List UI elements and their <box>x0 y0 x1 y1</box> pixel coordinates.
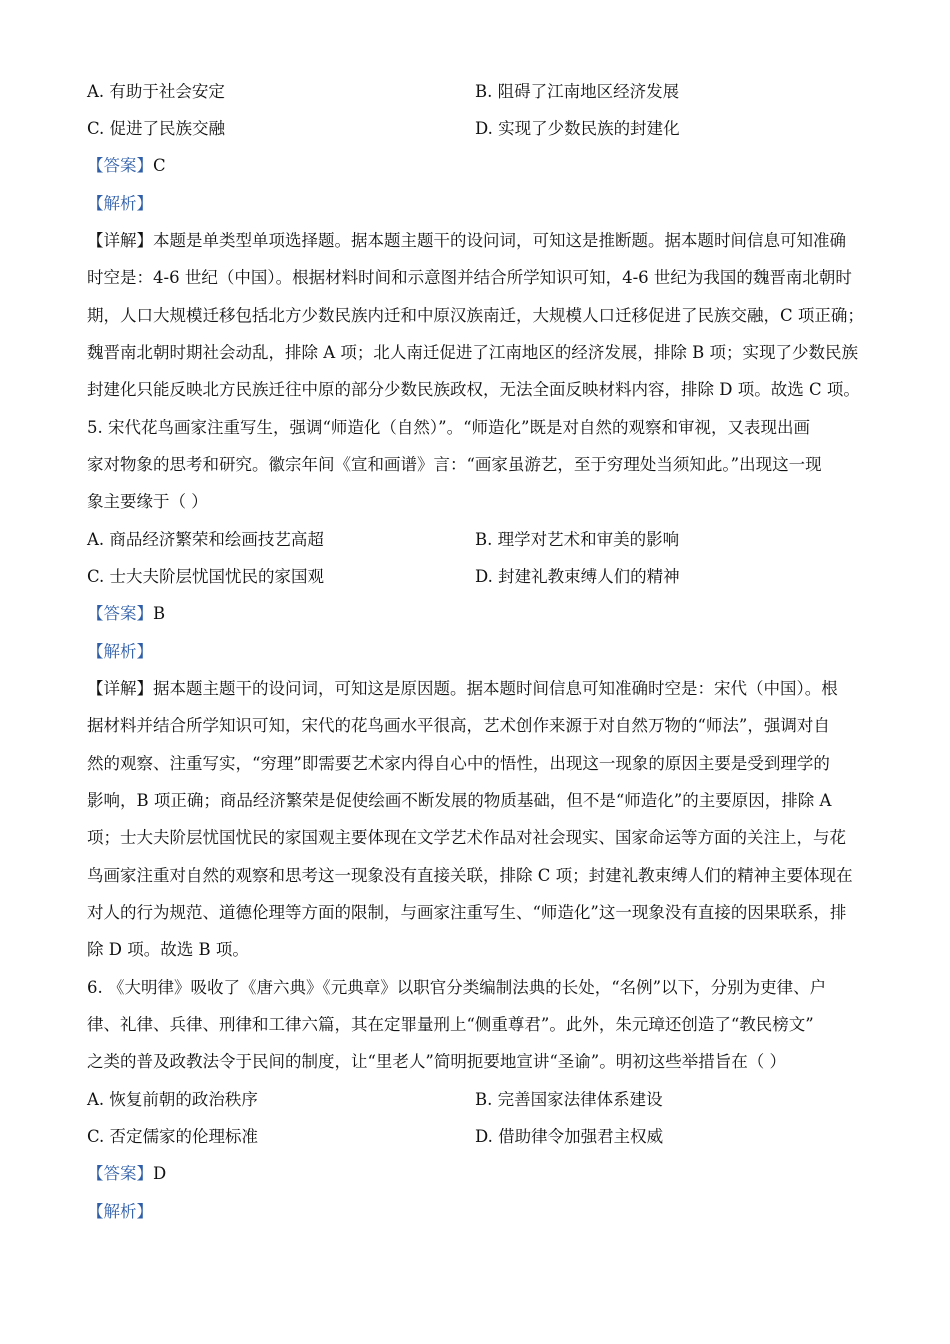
q5-detail-line <box>87 677 838 701</box>
detail-tag: 【详解】 <box>87 679 153 698</box>
q5-analysis-tag <box>87 640 153 664</box>
detail-tag: 【详解】 <box>87 231 153 250</box>
q5-stem-line: 5. 宋代花鸟画家注重写生，强调“师造化（自然）”。“师造化”既是对自然的观察和审视，又表现出画 <box>87 418 810 437</box>
q4-answer <box>87 154 166 178</box>
q4-detail-line: 魏晋南北朝时期社会动乱，排除 A 项；北人南迁促进了江南地区的经济发展，排除 B 项；实现了少数民族 <box>87 343 859 362</box>
q4-option-d: D. 实现了少数民族的封建化 <box>475 119 680 138</box>
q4-detail-line: 封建化只能反映北方民族迁往中原的部分少数民族政权，无法全面反映材料内容，排除 D 项。故选 C 项。 <box>87 380 860 399</box>
q6-option-a: A. 恢复前朝的政治秩序 <box>87 1090 258 1109</box>
q5-answer <box>87 602 165 626</box>
q4-option-a: A. 有助于社会安定 <box>87 82 225 101</box>
q5-detail-line: 对人的行为规范、道德伦理等方面的限制，与画家注重写生、“师造化”这一现象没有直接的因果联系，排 <box>87 903 847 922</box>
q6-option-d: D. 借助律令加强君主权威 <box>475 1127 664 1146</box>
q5-detail-line: 影响，B 项正确；商品经济繁荣是促使绘画不断发展的物质基础，但不是“师造化”的主要原因，排除 A <box>87 791 832 810</box>
q4-detail-line <box>87 229 846 253</box>
q5-stem-line: 象主要缘于（ ） <box>87 492 208 511</box>
q5-detail-line: 除 D 项。故选 B 项。 <box>87 940 249 959</box>
answer-tag: 【答案】 <box>87 1164 153 1183</box>
q4-detail-line: 时空是：4-6 世纪（中国）。根据材料时间和示意图并结合所学知识可知，4-6 世纪为我国的魏晋南北朝时 <box>87 268 852 287</box>
q6-stem-line: 6. 《大明律》吸收了《唐六典》《元典章》以职官分类编制法典的长处，“名例”以下，分别为吏律、户 <box>87 978 827 997</box>
q5-detail-line: 鸟画家注重对自然的观察和思考这一现象没有直接关联，排除 C 项；封建礼教束缚人们的精神主要体现在 <box>87 866 853 885</box>
q4-option-c: C. 促进了民族交融 <box>87 119 226 138</box>
q6-stem-line: 律、礼律、兵律、刑律和工律六篇，其在定罪量刑上“侧重尊君”。此外，朱元璋还创造了“教民榜文” <box>87 1015 814 1034</box>
q6-analysis-tag <box>87 1200 153 1224</box>
detail-text: 本题是单类型单项选择题。据本题主题干的设问词，可知这是推断题。据本题时间信息可知准确 <box>153 231 846 250</box>
answer-value: D <box>153 1164 167 1183</box>
q5-stem-line: 家对物象的思考和研究。徽宗年间《宣和画谱》言：“画家虽游艺，至于穷理处当须知此。”出现这一现 <box>87 455 822 474</box>
q5-option-c: C. 士大夫阶层忧国忧民的家国观 <box>87 567 325 586</box>
q6-stem-line: 之类的普及政教法令于民间的制度，让“里老人”简明扼要地宣讲“圣谕”。明初这些举措旨在（ ） <box>87 1052 786 1071</box>
q6-option-c: C. 否定儒家的伦理标准 <box>87 1127 259 1146</box>
analysis-tag: 【解析】 <box>87 194 153 213</box>
answer-tag: 【答案】 <box>87 604 153 623</box>
q5-detail-line: 项；士大夫阶层忧国忧民的家国观主要体现在文学艺术作品对社会现实、国家命运等方面的关注上，与花 <box>87 828 846 847</box>
q4-analysis-tag <box>87 192 153 216</box>
q5-detail-line: 据材料并结合所学知识可知，宋代的花鸟画水平很高，艺术创作来源于对自然万物的“师法”，强调对自 <box>87 716 830 735</box>
q5-detail-line: 然的观察、注重写实，“穷理”即需要艺术家内得自心中的悟性，出现这一现象的原因主要是受到理学的 <box>87 754 830 773</box>
q6-option-b: B. 完善国家法律体系建设 <box>475 1090 663 1109</box>
q4-option-b: B. 阻碍了江南地区经济发展 <box>475 82 680 101</box>
analysis-tag: 【解析】 <box>87 1202 153 1221</box>
q4-detail-line: 期，人口大规模迁移包括北方少数民族内迁和中原汉族南迁，大规模人口迁移促进了民族交融，C 项正确； <box>87 306 864 325</box>
q5-option-b: B. 理学对艺术和审美的影响 <box>475 530 680 549</box>
answer-value: B <box>153 604 166 623</box>
answer-value: C <box>153 156 166 175</box>
analysis-tag: 【解析】 <box>87 642 153 661</box>
q6-answer <box>87 1162 166 1186</box>
detail-text: 据本题主题干的设问词，可知这是原因题。据本题时间信息可知准确时空是：宋代（中国）。根 <box>153 679 838 698</box>
q5-option-d: D. 封建礼教束缚人们的精神 <box>475 567 680 586</box>
answer-tag: 【答案】 <box>87 156 153 175</box>
q5-option-a: A. 商品经济繁荣和绘画技艺高超 <box>87 530 324 549</box>
